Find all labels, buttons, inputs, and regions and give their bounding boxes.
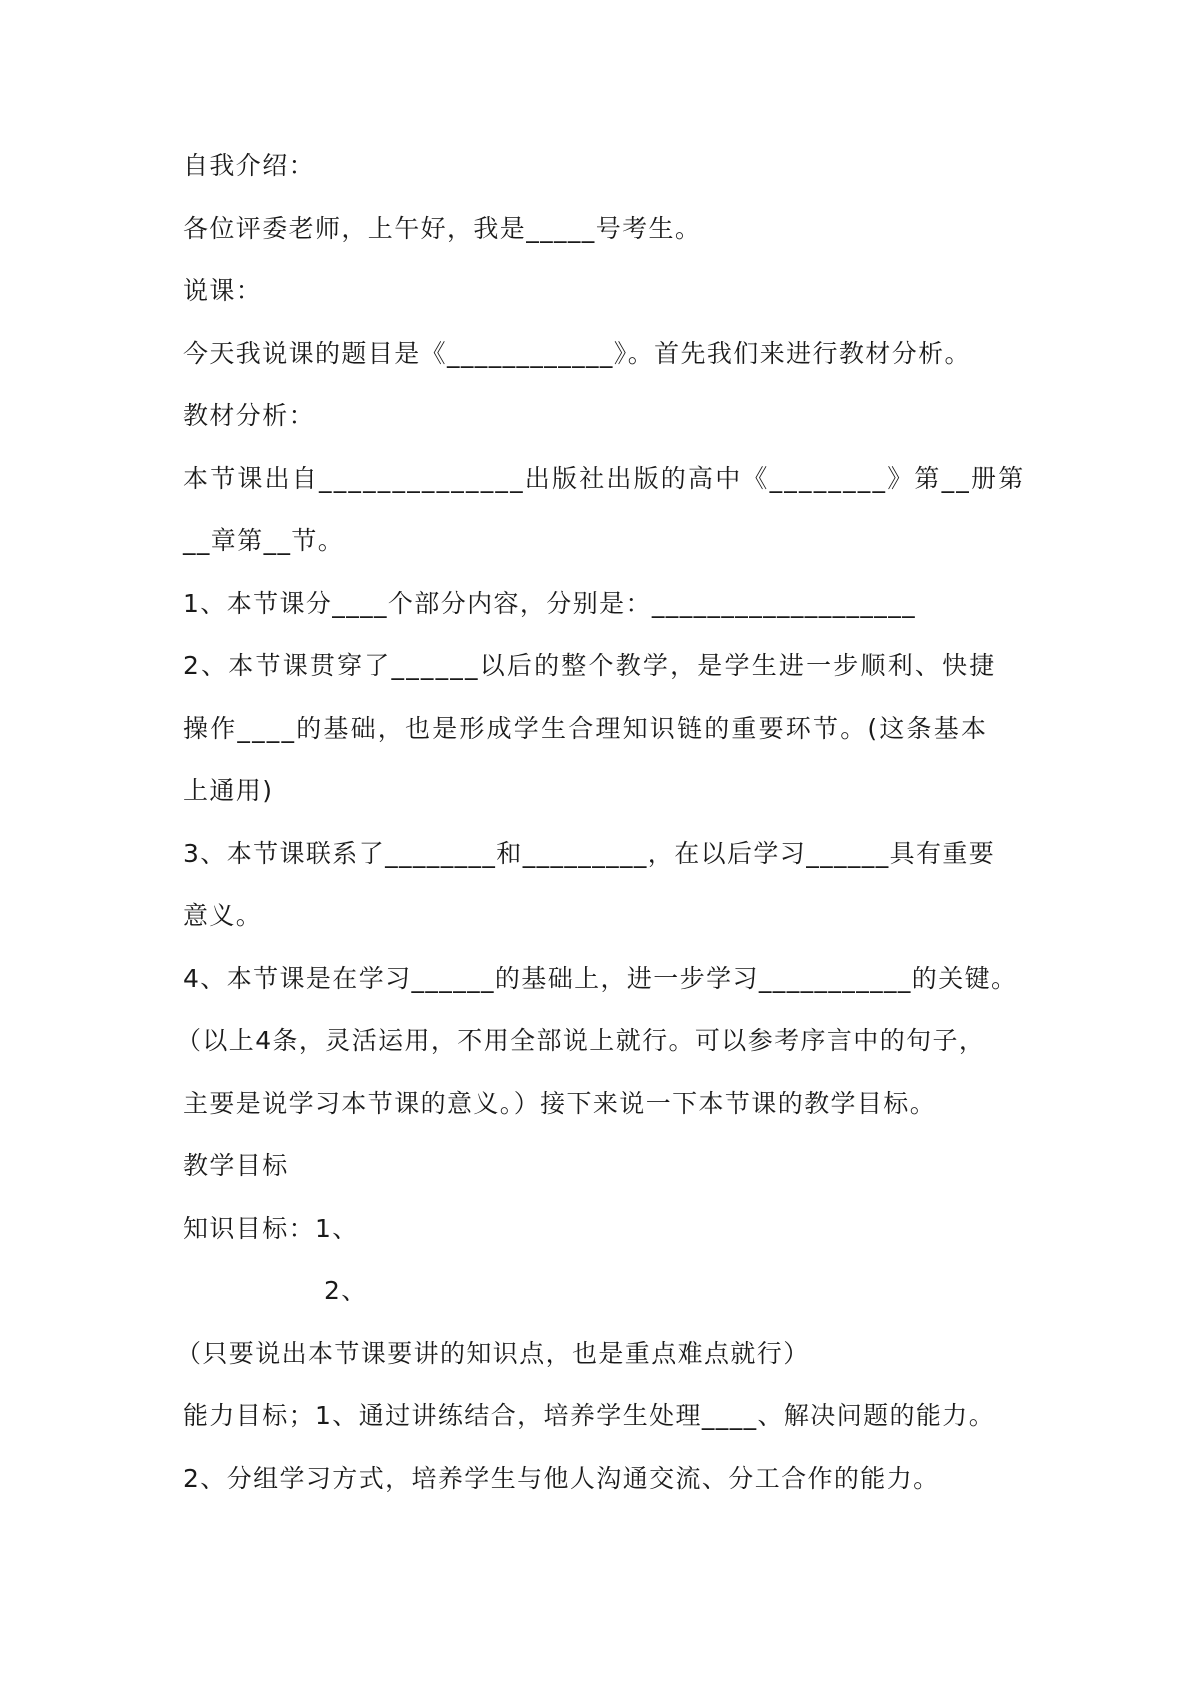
heading-teaching-goals: 教学目标 (183, 1151, 289, 1180)
usage-note-line: （以上4条，灵活运用，不用全部说上就行。可以参考序言中的句子， (176, 1026, 986, 1055)
knowledge-goal-note: （只要说出本节课要讲的知识点，也是重点难点就行） (176, 1339, 810, 1368)
point-2-line-cont: 操作____的基础，也是形成学生合理知识链的重要环节。(这条基本 (183, 714, 989, 743)
heading-self-intro: 自我介绍： (183, 151, 316, 180)
greeting-line: 各位评委老师，上午好，我是_____号考生。 (183, 214, 702, 243)
point-2-line: 2、本节课贯穿了______以后的整个教学，是学生进一步顺利、快捷 (183, 651, 997, 680)
point-3-line-cont: 意义。 (183, 901, 263, 930)
point-3-line: 3、本节课联系了________和_________，在以后学习______具有重要 (183, 839, 996, 868)
textbook-source-line-cont: __章第__节。 (183, 526, 345, 555)
ability-goal-1: 能力目标；1、通过讲练结合，培养学生处理____、解决问题的能力。 (183, 1401, 996, 1430)
knowledge-goal-1: 知识目标：1、 (183, 1214, 359, 1243)
point-4-line: 4、本节课是在学习______的基础上，进一步学习___________的关键。 (183, 964, 1018, 993)
heading-lecture: 说课： (183, 276, 263, 305)
usage-note-line-cont: 主要是说学习本节课的意义。）接下来说一下本节课的教学目标。 (183, 1089, 937, 1118)
ability-goal-2: 2、分组学习方式，培养学生与他人沟通交流、分工合作的能力。 (183, 1464, 940, 1493)
point-2-line-end: 上通用) (183, 776, 274, 805)
heading-textbook-analysis: 教材分析： (183, 401, 316, 430)
textbook-source-line: 本节课出自______________出版社出版的高中《________》第__册第 (183, 464, 1026, 493)
point-1-line: 1、本节课分____个部分内容，分别是：___________________ (183, 589, 917, 618)
knowledge-goal-2: 2、 (324, 1276, 368, 1305)
topic-line: 今天我说课的题目是《____________》。首先我们来进行教材分析。 (183, 339, 971, 368)
